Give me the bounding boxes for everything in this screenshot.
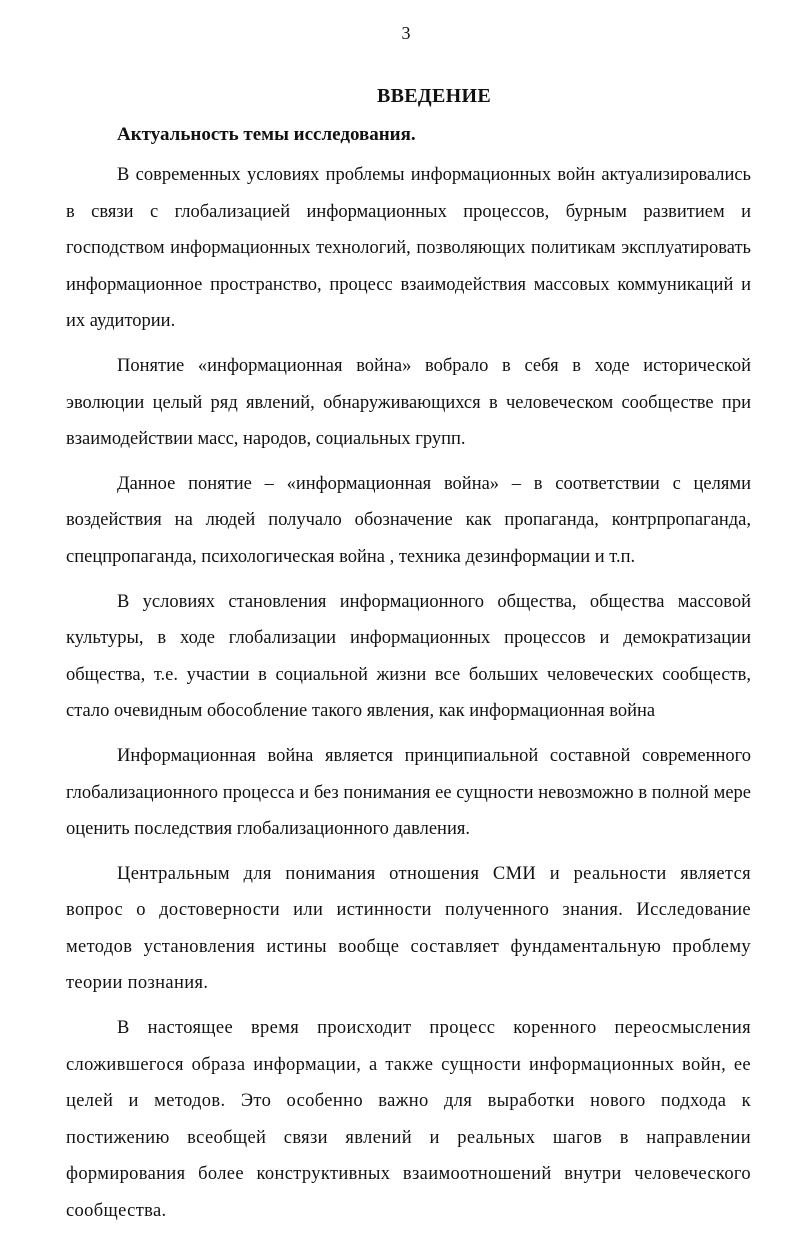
paragraph: В настоящее время происходит процесс коренного переосмысления сложившегося образа информации, а также сущности информационных войн, ее целей и методов. Это особенно важно для выработки нового подхода к постижению всеобщей связи явлений и реальных шагов в направлении формирования более конструктивных взаимоотношений внутри человеческого сообщества. bbox=[66, 1018, 751, 1222]
page-number: 3 bbox=[401, 23, 411, 43]
paragraph: Понятие «информационная война» вобрало в себя в ходе исторической эволюции целый ряд явлений, обнаруживающихся в человеческом сообществе при взаимодействии масс, народов, социальных групп. bbox=[66, 355, 751, 450]
paragraph: Центральным для понимания отношения СМИ и реальности является вопрос о достоверности или истинности полученного знания. Исследование методов установления истины вообще составляет фундаментальную проблему теории познания. bbox=[66, 863, 751, 994]
section-subheading: Актуальность темы исследования. bbox=[117, 124, 416, 145]
paragraph: Данное понятие – «информационная война» – в соответствии с целями воздействия на людей получало обозначение как пропаганда, контрпропаганда, спецпропаганда, психологическая война , техника дезинформации и т.п. bbox=[66, 473, 751, 567]
paragraph: В современных условиях проблемы информационных войн актуализировались в связи с глобализацией информационных процессов, бурным развитием и господством информационных технологий, позволяющих политикам эксплуатировать информационное пространство, процесс взаимодействия массовых коммуникаций и их аудитории. bbox=[66, 165, 751, 332]
body-text bbox=[66, 157, 751, 1238]
paragraph: В условиях становления информационного общества, общества массовой культуры, в ходе глобализации информационных процессов и демократизации общества, т.е. участии в социальной жизни все больших человеческих сообществ, стало очевидным обособление такого явления, как информационная война bbox=[66, 591, 751, 722]
paragraph: Информационная война является принципиальной составной современного глобализационного процесса и без понимания ее сущности невозможно в полной мере оценить последствия глобализационного давления. bbox=[66, 745, 751, 840]
page-title: ВВЕДЕНИЕ bbox=[377, 85, 491, 107]
